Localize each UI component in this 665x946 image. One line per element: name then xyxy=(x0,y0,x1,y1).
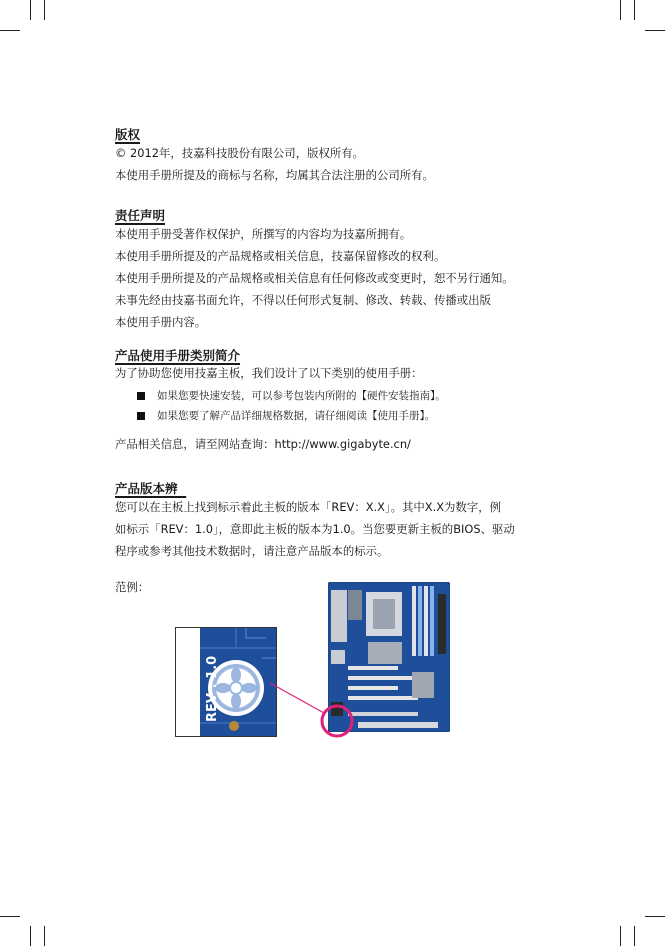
revision-title: 产品版本辨 xyxy=(115,481,187,496)
disclaimer-line: 本使用手册所提及的产品规格或相关信息，技嘉保留修改的权利。 xyxy=(115,249,446,263)
revision-line: 程序或参考其他技术数据时，请注意产品版本的标示。 xyxy=(115,544,389,558)
disclaimer-title: 责任声明 xyxy=(115,208,166,223)
disclaimer-line: 本使用手册受著作权保护，所撰写的内容均为技嘉所拥有。 xyxy=(115,227,412,241)
list-item-text: 如果您要了解产品详细规格数据，请仔细阅读【使用手册】。 xyxy=(157,410,436,422)
disclaimer-line: 未事先经由技嘉书面允许，不得以任何形式复制、修改、转载、传播或出版 xyxy=(115,293,491,307)
example-label: 范例： xyxy=(115,580,150,594)
doc-types-intro-line: 为了协助您使用技嘉主板，我们设计了以下类别的使用手册： xyxy=(115,366,423,380)
copyright-title: 版权 xyxy=(115,127,141,142)
copyright-line: 本使用手册所提及的商标与名称，均属其合法注册的公司所有。 xyxy=(115,168,434,182)
list-item-text: 如果您要快速安装，可以参考包装内所附的【硬件安装指南】。 xyxy=(157,390,446,402)
disclaimer-line: 本使用手册内容。 xyxy=(115,315,207,329)
rev-marking-text: REV : 1.0 xyxy=(205,655,220,722)
revision-line: 您可以在主板上找到标示着此主板的版本「REV：X.X」。其中X.X为数字，例 xyxy=(115,500,501,514)
website-line: 产品相关信息，请至网站查询：http://www.gigabyte.cn/ xyxy=(115,437,411,451)
copyright-line: © 2012年，技嘉科技股份有限公司，版权所有。 xyxy=(115,146,365,160)
highlight-circle xyxy=(322,706,352,736)
revision-line: 如标示「REV：1.0」，意即此主板的版本为1.0。当您要更新主板的BIOS、驱动 xyxy=(115,522,515,536)
doc-types-title: 产品使用手册类别简介 xyxy=(115,348,241,363)
disclaimer-line: 本使用手册所提及的产品规格或相关信息有任何修改或变更时，恕不另行通知。 xyxy=(115,271,514,285)
